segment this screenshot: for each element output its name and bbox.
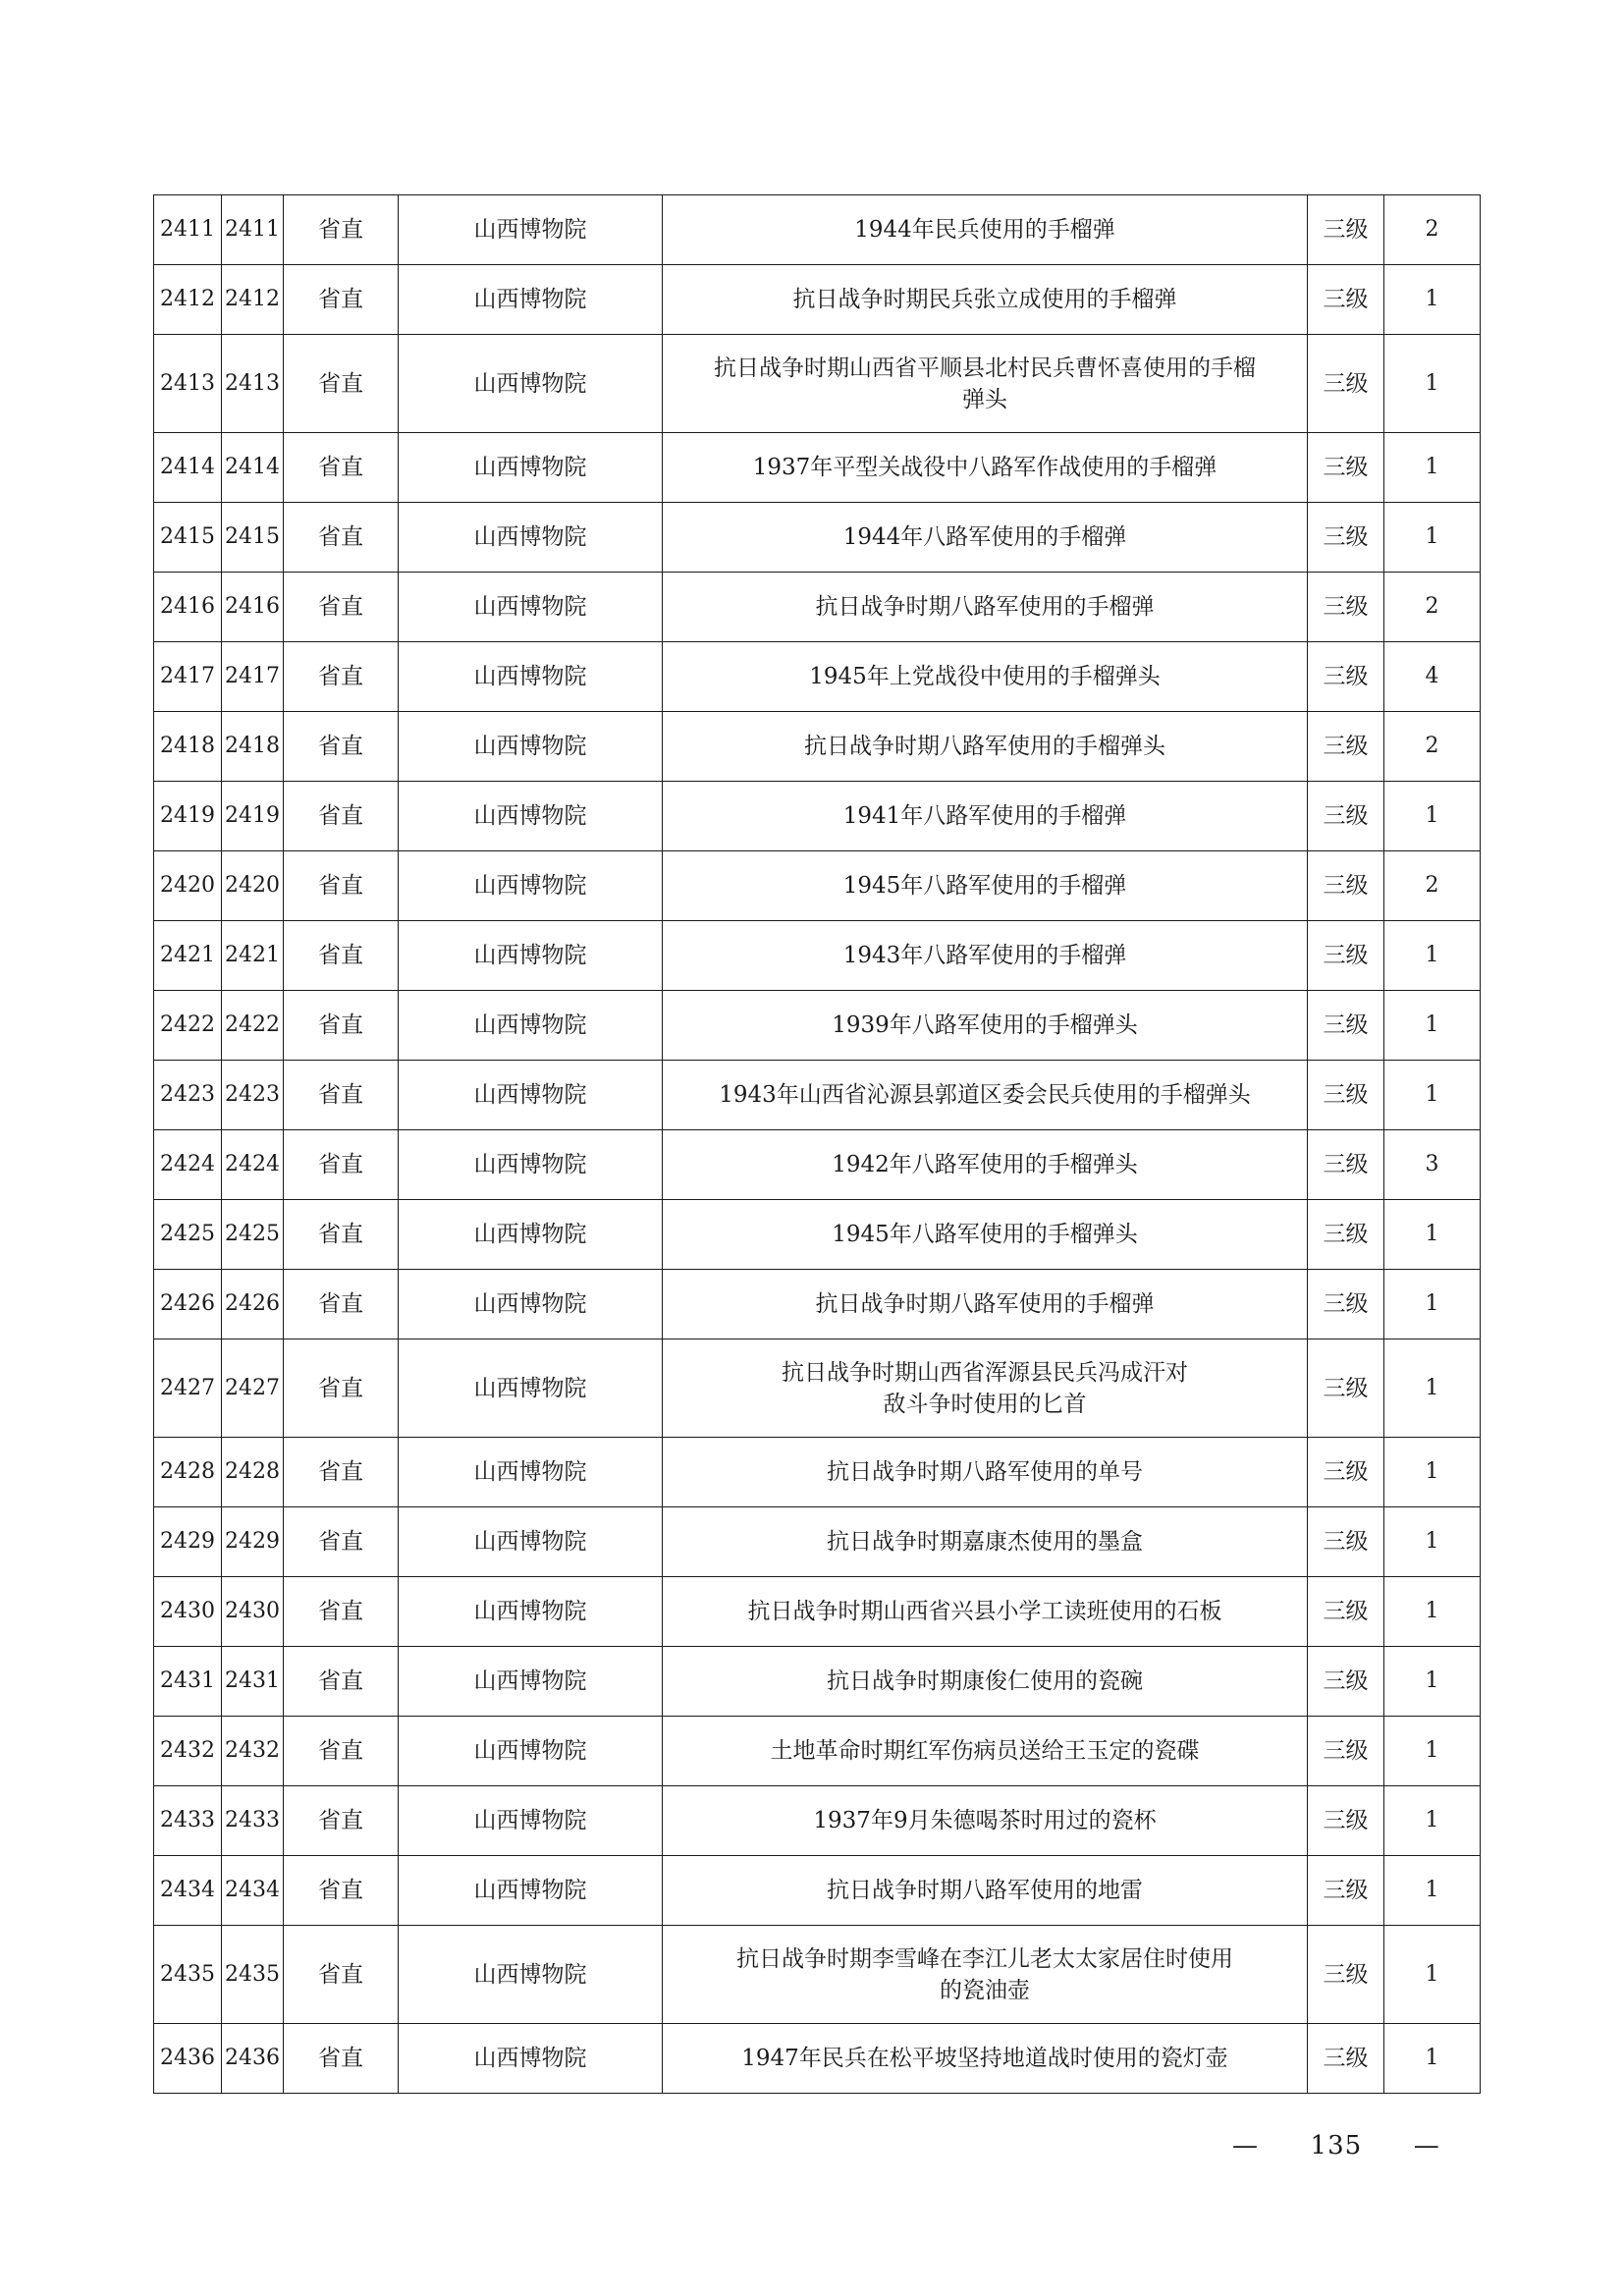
table-row xyxy=(154,1130,1481,1200)
category-cell: 省直 xyxy=(284,503,399,573)
unit-cell: 山西博物院 xyxy=(399,1507,663,1577)
table-row xyxy=(154,1786,1481,1856)
qty-cell: 1 xyxy=(1384,1200,1481,1270)
category-cell: 省直 xyxy=(284,1270,399,1339)
seq-cell: 2428 xyxy=(154,1438,222,1507)
no-cell: 2425 xyxy=(222,1200,284,1270)
level-cell: 三级 xyxy=(1308,642,1384,712)
table-row xyxy=(154,782,1481,851)
seq-cell: 2422 xyxy=(154,991,222,1061)
no-cell: 2434 xyxy=(222,1856,284,1926)
level-cell: 三级 xyxy=(1308,1786,1384,1856)
level-cell: 三级 xyxy=(1308,1270,1384,1339)
category-cell: 省直 xyxy=(284,1200,399,1270)
name-cell: 抗日战争时期民兵张立成使用的手榴弹 xyxy=(663,265,1308,335)
table-row xyxy=(154,1270,1481,1339)
table-row xyxy=(154,1438,1481,1507)
table-row xyxy=(154,1577,1481,1647)
qty-cell: 2 xyxy=(1384,573,1481,642)
level-cell: 三级 xyxy=(1308,1507,1384,1577)
table-row xyxy=(154,921,1481,991)
qty-cell: 1 xyxy=(1384,503,1481,573)
qty-cell: 1 xyxy=(1384,1717,1481,1786)
name-cell: 1945年八路军使用的手榴弹头 xyxy=(663,1200,1308,1270)
qty-cell: 3 xyxy=(1384,1130,1481,1200)
level-cell: 三级 xyxy=(1308,1577,1384,1647)
seq-cell: 2426 xyxy=(154,1270,222,1339)
level-cell: 三级 xyxy=(1308,195,1384,265)
seq-cell: 2434 xyxy=(154,1856,222,1926)
no-cell: 2426 xyxy=(222,1270,284,1339)
table-row xyxy=(154,1061,1481,1130)
qty-cell: 1 xyxy=(1384,1438,1481,1507)
level-cell: 三级 xyxy=(1308,573,1384,642)
level-cell: 三级 xyxy=(1308,1856,1384,1926)
name-cell: 1945年八路军使用的手榴弹 xyxy=(663,851,1308,921)
category-cell: 省直 xyxy=(284,573,399,642)
qty-cell: 1 xyxy=(1384,1339,1481,1438)
seq-cell: 2430 xyxy=(154,1577,222,1647)
unit-cell: 山西博物院 xyxy=(399,195,663,265)
category-cell: 省直 xyxy=(284,1647,399,1717)
level-cell: 三级 xyxy=(1308,782,1384,851)
unit-cell: 山西博物院 xyxy=(399,503,663,573)
unit-cell: 山西博物院 xyxy=(399,782,663,851)
name-cell: 1937年9月朱德喝茶时用过的瓷杯 xyxy=(663,1786,1308,1856)
unit-cell: 山西博物院 xyxy=(399,1270,663,1339)
category-cell: 省直 xyxy=(284,1339,399,1438)
name-cell: 抗日战争时期八路军使用的手榴弹 xyxy=(663,1270,1308,1339)
no-cell: 2432 xyxy=(222,1717,284,1786)
unit-cell: 山西博物院 xyxy=(399,712,663,782)
name-cell: 抗日战争时期山西省平顺县北村民兵曹怀喜使用的手榴弹头 xyxy=(663,335,1308,433)
category-cell: 省直 xyxy=(284,1130,399,1200)
unit-cell: 山西博物院 xyxy=(399,433,663,503)
no-cell: 2417 xyxy=(222,642,284,712)
name-cell: 1942年八路军使用的手榴弹头 xyxy=(663,1130,1308,1200)
seq-cell: 2419 xyxy=(154,782,222,851)
table-row xyxy=(154,1926,1481,2024)
unit-cell: 山西博物院 xyxy=(399,335,663,433)
category-cell: 省直 xyxy=(284,712,399,782)
footer-dash-left: — xyxy=(1232,2131,1259,2160)
level-cell: 三级 xyxy=(1308,991,1384,1061)
unit-cell: 山西博物院 xyxy=(399,1339,663,1438)
category-cell: 省直 xyxy=(284,851,399,921)
qty-cell: 1 xyxy=(1384,1507,1481,1577)
seq-cell: 2414 xyxy=(154,433,222,503)
no-cell: 2415 xyxy=(222,503,284,573)
table-row xyxy=(154,991,1481,1061)
qty-cell: 1 xyxy=(1384,335,1481,433)
category-cell: 省直 xyxy=(284,1438,399,1507)
qty-cell: 1 xyxy=(1384,1270,1481,1339)
level-cell: 三级 xyxy=(1308,2024,1384,2094)
qty-cell: 1 xyxy=(1384,1061,1481,1130)
no-cell: 2411 xyxy=(222,195,284,265)
unit-cell: 山西博物院 xyxy=(399,1926,663,2024)
table-row xyxy=(154,1717,1481,1786)
level-cell: 三级 xyxy=(1308,1339,1384,1438)
no-cell: 2435 xyxy=(222,1926,284,2024)
no-cell: 2431 xyxy=(222,1647,284,1717)
seq-cell: 2436 xyxy=(154,2024,222,2094)
seq-cell: 2435 xyxy=(154,1926,222,2024)
level-cell: 三级 xyxy=(1308,921,1384,991)
level-cell: 三级 xyxy=(1308,1130,1384,1200)
category-cell: 省直 xyxy=(284,195,399,265)
category-cell: 省直 xyxy=(284,921,399,991)
category-cell: 省直 xyxy=(284,1856,399,1926)
qty-cell: 1 xyxy=(1384,1577,1481,1647)
level-cell: 三级 xyxy=(1308,1200,1384,1270)
no-cell: 2418 xyxy=(222,712,284,782)
name-cell: 1941年八路军使用的手榴弹 xyxy=(663,782,1308,851)
qty-cell: 2 xyxy=(1384,195,1481,265)
category-cell: 省直 xyxy=(284,265,399,335)
seq-cell: 2413 xyxy=(154,335,222,433)
table-row xyxy=(154,503,1481,573)
name-cell: 抗日战争时期李雪峰在李江儿老太太家居住时使用的瓷油壶 xyxy=(663,1926,1308,2024)
footer-dash-right: — xyxy=(1413,2131,1440,2160)
table-row xyxy=(154,2024,1481,2094)
category-cell: 省直 xyxy=(284,1577,399,1647)
no-cell: 2420 xyxy=(222,851,284,921)
unit-cell: 山西博物院 xyxy=(399,1130,663,1200)
category-cell: 省直 xyxy=(284,991,399,1061)
seq-cell: 2432 xyxy=(154,1717,222,1786)
seq-cell: 2415 xyxy=(154,503,222,573)
unit-cell: 山西博物院 xyxy=(399,1856,663,1926)
name-cell: 1937年平型关战役中八路军作战使用的手榴弹 xyxy=(663,433,1308,503)
unit-cell: 山西博物院 xyxy=(399,1717,663,1786)
level-cell: 三级 xyxy=(1308,1926,1384,2024)
table-row xyxy=(154,1507,1481,1577)
level-cell: 三级 xyxy=(1308,433,1384,503)
table-row xyxy=(154,851,1481,921)
category-cell: 省直 xyxy=(284,782,399,851)
unit-cell: 山西博物院 xyxy=(399,2024,663,2094)
unit-cell: 山西博物院 xyxy=(399,991,663,1061)
category-cell: 省直 xyxy=(284,433,399,503)
category-cell: 省直 xyxy=(284,2024,399,2094)
no-cell: 2433 xyxy=(222,1786,284,1856)
unit-cell: 山西博物院 xyxy=(399,1438,663,1507)
seq-cell: 2427 xyxy=(154,1339,222,1438)
name-cell: 1943年山西省沁源县郭道区委会民兵使用的手榴弹头 xyxy=(663,1061,1308,1130)
qty-cell: 1 xyxy=(1384,1856,1481,1926)
qty-cell: 1 xyxy=(1384,1647,1481,1717)
unit-cell: 山西博物院 xyxy=(399,1786,663,1856)
table-row xyxy=(154,335,1481,433)
unit-cell: 山西博物院 xyxy=(399,1577,663,1647)
qty-cell: 2 xyxy=(1384,712,1481,782)
no-cell: 2436 xyxy=(222,2024,284,2094)
no-cell: 2414 xyxy=(222,433,284,503)
level-cell: 三级 xyxy=(1308,712,1384,782)
no-cell: 2422 xyxy=(222,991,284,1061)
table-row xyxy=(154,1200,1481,1270)
name-cell: 抗日战争时期山西省兴县小学工读班使用的石板 xyxy=(663,1577,1308,1647)
name-cell: 抗日战争时期八路军使用的单号 xyxy=(663,1438,1308,1507)
name-cell: 1944年八路军使用的手榴弹 xyxy=(663,503,1308,573)
unit-cell: 山西博物院 xyxy=(399,642,663,712)
qty-cell: 1 xyxy=(1384,1926,1481,2024)
seq-cell: 2416 xyxy=(154,573,222,642)
table-row xyxy=(154,1647,1481,1717)
qty-cell: 4 xyxy=(1384,642,1481,712)
no-cell: 2412 xyxy=(222,265,284,335)
name-cell: 抗日战争时期八路军使用的手榴弹 xyxy=(663,573,1308,642)
name-cell: 抗日战争时期山西省浑源县民兵冯成汗对敌斗争时使用的匕首 xyxy=(663,1339,1308,1438)
level-cell: 三级 xyxy=(1308,335,1384,433)
category-cell: 省直 xyxy=(284,642,399,712)
name-cell: 土地革命时期红军伤病员送给王玉定的瓷碟 xyxy=(663,1717,1308,1786)
table-row xyxy=(154,195,1481,265)
no-cell: 2421 xyxy=(222,921,284,991)
seq-cell: 2418 xyxy=(154,712,222,782)
level-cell: 三级 xyxy=(1308,265,1384,335)
no-cell: 2428 xyxy=(222,1438,284,1507)
no-cell: 2424 xyxy=(222,1130,284,1200)
no-cell: 2416 xyxy=(222,573,284,642)
category-cell: 省直 xyxy=(284,335,399,433)
seq-cell: 2423 xyxy=(154,1061,222,1130)
name-cell: 1945年上党战役中使用的手榴弹头 xyxy=(663,642,1308,712)
level-cell: 三级 xyxy=(1308,1061,1384,1130)
level-cell: 三级 xyxy=(1308,851,1384,921)
qty-cell: 1 xyxy=(1384,782,1481,851)
table-row xyxy=(154,1339,1481,1438)
table-row xyxy=(154,1856,1481,1926)
name-cell: 1943年八路军使用的手榴弹 xyxy=(663,921,1308,991)
category-cell: 省直 xyxy=(284,1717,399,1786)
name-cell: 抗日战争时期八路军使用的手榴弹头 xyxy=(663,712,1308,782)
name-cell: 抗日战争时期嘉康杰使用的墨盒 xyxy=(663,1507,1308,1577)
seq-cell: 2412 xyxy=(154,265,222,335)
no-cell: 2423 xyxy=(222,1061,284,1130)
qty-cell: 1 xyxy=(1384,265,1481,335)
unit-cell: 山西博物院 xyxy=(399,851,663,921)
no-cell: 2429 xyxy=(222,1507,284,1577)
no-cell: 2427 xyxy=(222,1339,284,1438)
table-row xyxy=(154,712,1481,782)
unit-cell: 山西博物院 xyxy=(399,1061,663,1130)
level-cell: 三级 xyxy=(1308,1438,1384,1507)
seq-cell: 2420 xyxy=(154,851,222,921)
seq-cell: 2417 xyxy=(154,642,222,712)
qty-cell: 1 xyxy=(1384,2024,1481,2094)
seq-cell: 2425 xyxy=(154,1200,222,1270)
page-footer xyxy=(1232,2131,1440,2160)
seq-cell: 2424 xyxy=(154,1130,222,1200)
category-cell: 省直 xyxy=(284,1061,399,1130)
qty-cell: 1 xyxy=(1384,433,1481,503)
unit-cell: 山西博物院 xyxy=(399,573,663,642)
unit-cell: 山西博物院 xyxy=(399,921,663,991)
page-number: 135 xyxy=(1310,2131,1363,2160)
no-cell: 2430 xyxy=(222,1577,284,1647)
category-cell: 省直 xyxy=(284,1926,399,2024)
no-cell: 2419 xyxy=(222,782,284,851)
qty-cell: 1 xyxy=(1384,921,1481,991)
seq-cell: 2433 xyxy=(154,1786,222,1856)
category-cell: 省直 xyxy=(284,1786,399,1856)
seq-cell: 2411 xyxy=(154,195,222,265)
level-cell: 三级 xyxy=(1308,1647,1384,1717)
no-cell: 2413 xyxy=(222,335,284,433)
name-cell: 1939年八路军使用的手榴弹头 xyxy=(663,991,1308,1061)
qty-cell: 1 xyxy=(1384,991,1481,1061)
level-cell: 三级 xyxy=(1308,503,1384,573)
table-row xyxy=(154,433,1481,503)
unit-cell: 山西博物院 xyxy=(399,1647,663,1717)
name-cell: 抗日战争时期八路军使用的地雷 xyxy=(663,1856,1308,1926)
unit-cell: 山西博物院 xyxy=(399,265,663,335)
seq-cell: 2421 xyxy=(154,921,222,991)
qty-cell: 1 xyxy=(1384,1786,1481,1856)
relics-table xyxy=(153,194,1481,2094)
seq-cell: 2431 xyxy=(154,1647,222,1717)
table-row xyxy=(154,573,1481,642)
name-cell: 抗日战争时期康俊仁使用的瓷碗 xyxy=(663,1647,1308,1717)
table-row xyxy=(154,265,1481,335)
qty-cell: 2 xyxy=(1384,851,1481,921)
table-row xyxy=(154,642,1481,712)
unit-cell: 山西博物院 xyxy=(399,1200,663,1270)
level-cell: 三级 xyxy=(1308,1717,1384,1786)
name-cell: 1944年民兵使用的手榴弹 xyxy=(663,195,1308,265)
seq-cell: 2429 xyxy=(154,1507,222,1577)
name-cell: 1947年民兵在松平坡坚持地道战时使用的瓷灯壶 xyxy=(663,2024,1308,2094)
category-cell: 省直 xyxy=(284,1507,399,1577)
